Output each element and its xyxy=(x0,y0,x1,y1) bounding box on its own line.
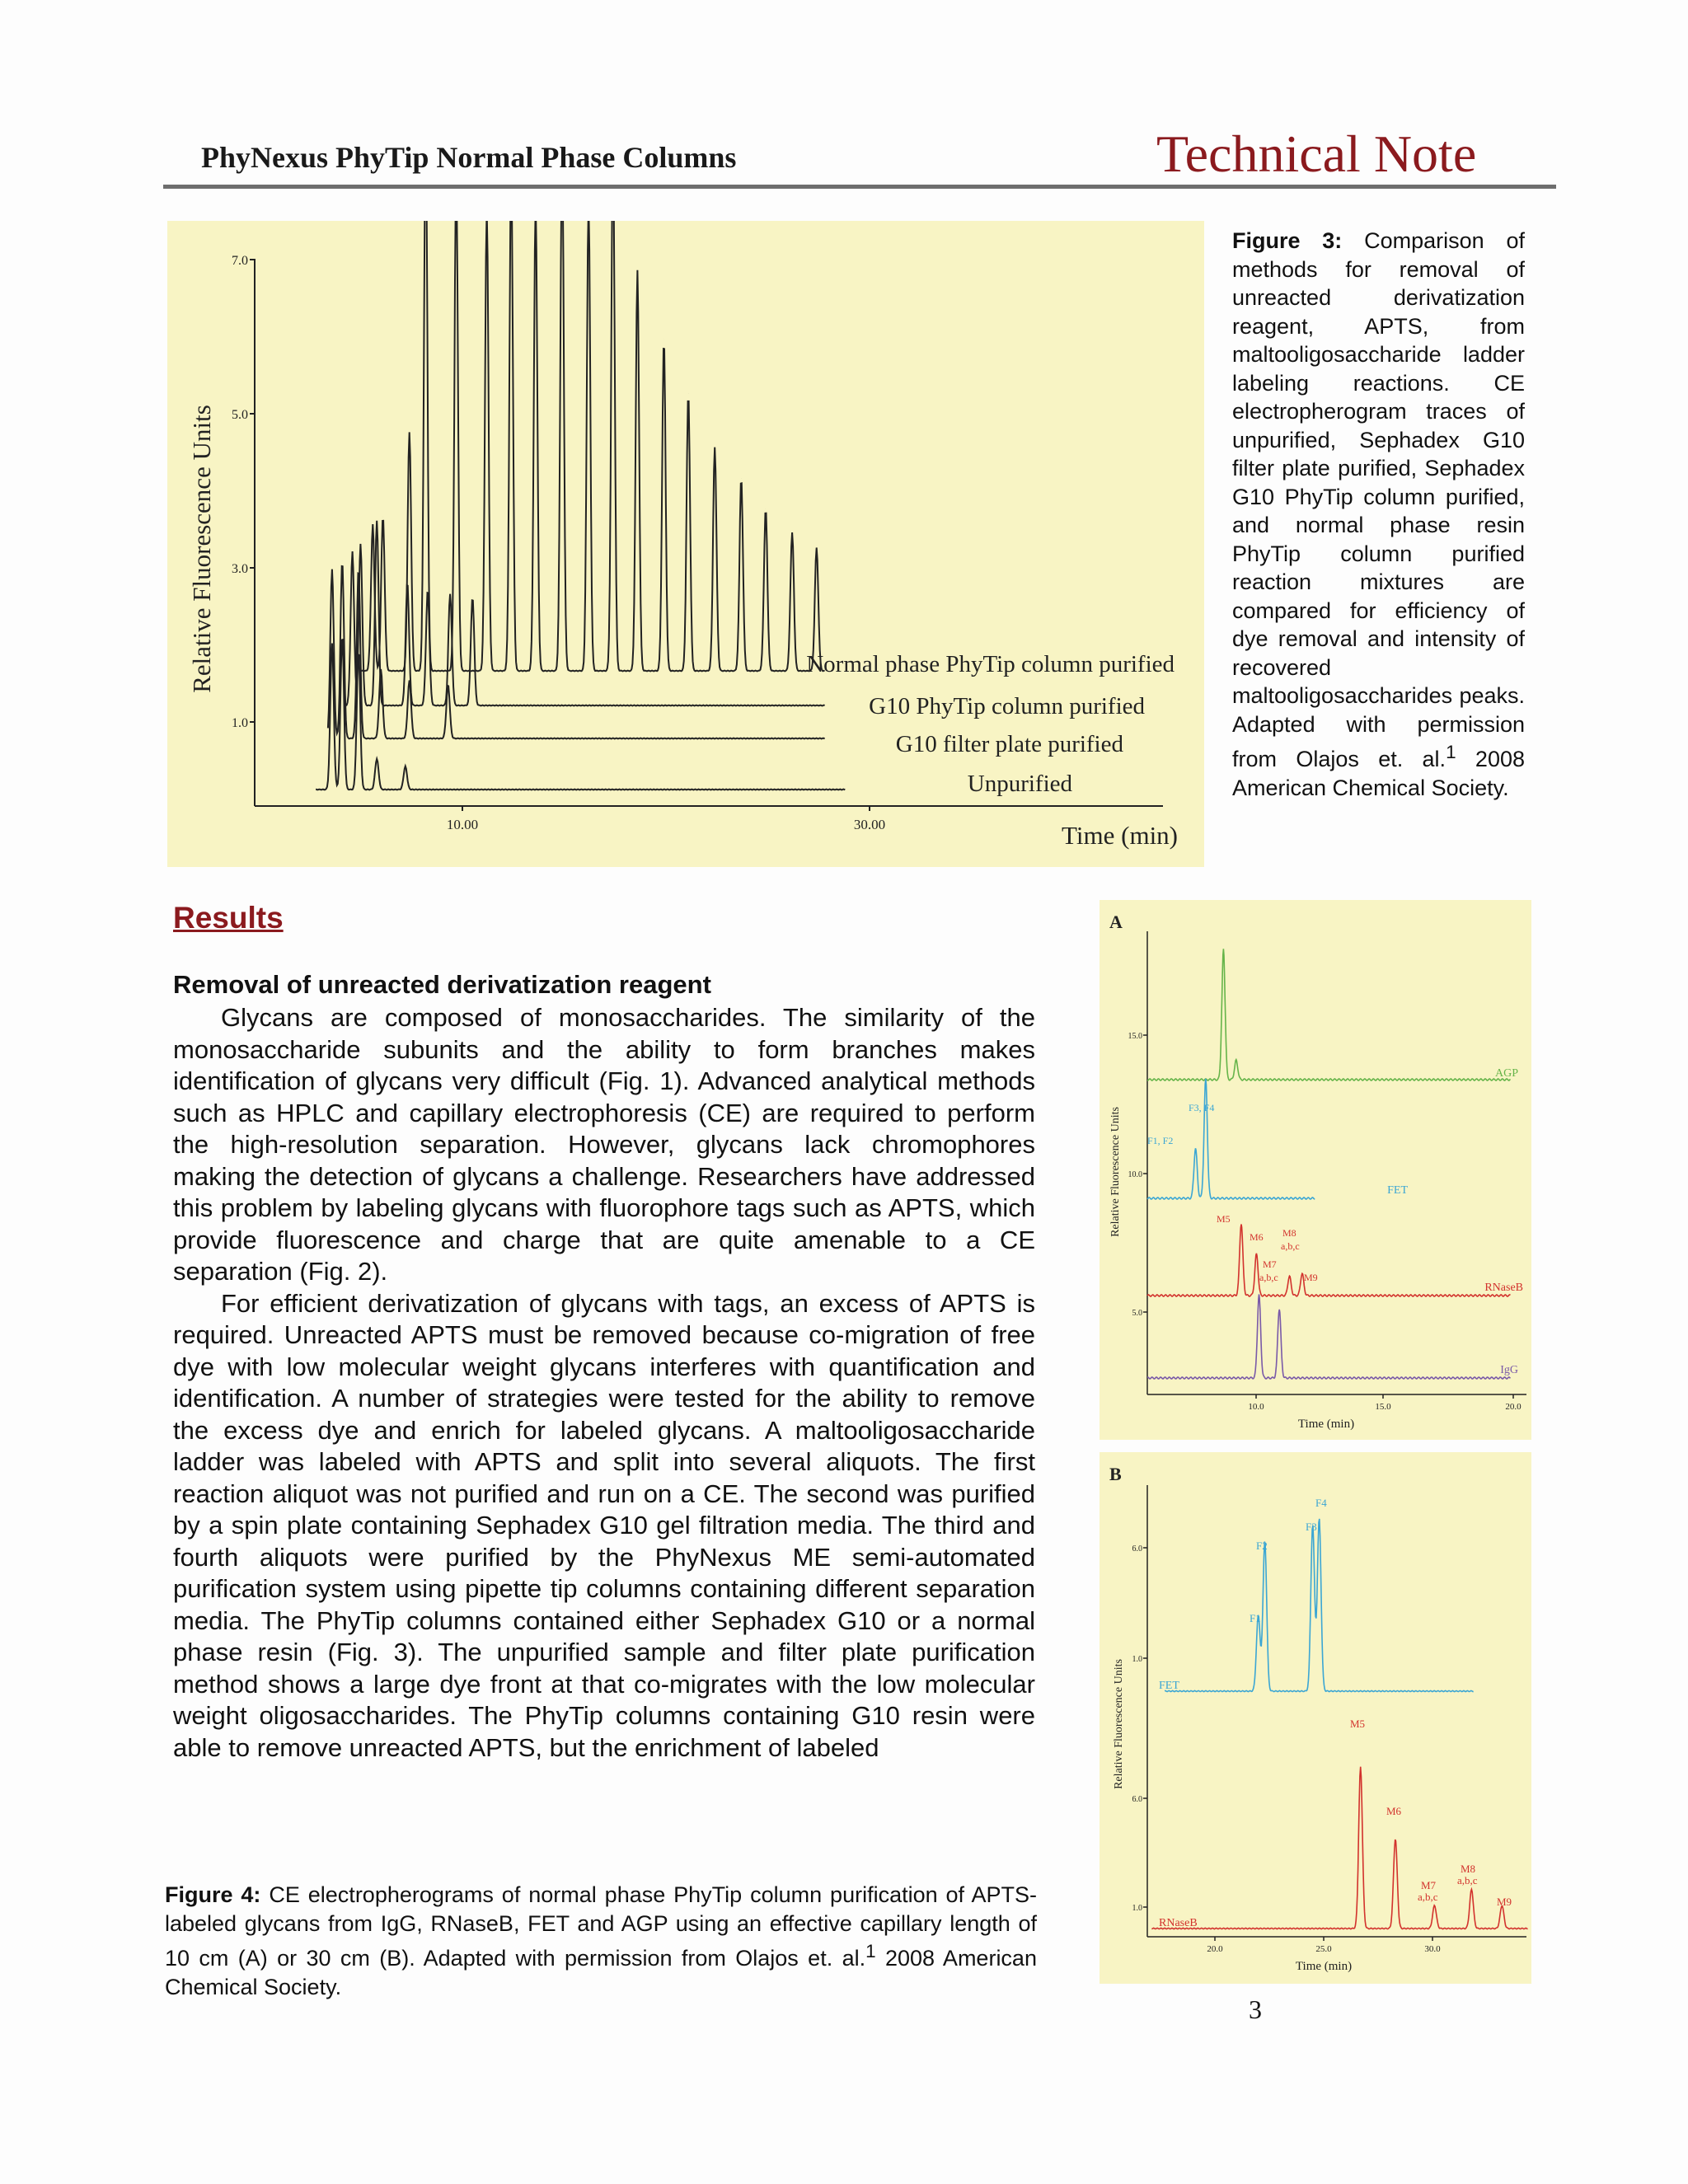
figure-4-caption xyxy=(165,1881,1037,2001)
x-axis-label: Time (min) xyxy=(1297,1418,1355,1431)
trace-rnaseb xyxy=(1147,1225,1510,1297)
series-label: G10 PhyTip column purified xyxy=(869,693,1145,719)
trace-fet xyxy=(1165,1519,1474,1692)
trace-g10-filter-plate-purified xyxy=(328,566,825,738)
y-tick-label: 3.0 xyxy=(232,562,248,576)
peak-annotation: a,b,c xyxy=(1418,1891,1438,1903)
y-axis-label: Relative Fluorescence Units xyxy=(1113,1659,1125,1789)
x-tick-label: 20.0 xyxy=(1207,1944,1223,1954)
x-tick-label: 15.0 xyxy=(1375,1402,1391,1412)
peak-annotation: M6 xyxy=(1250,1231,1264,1243)
peak-annotation: M8 xyxy=(1461,1863,1476,1875)
y-tick-label: 7.0 xyxy=(232,254,248,268)
peak-annotation: M7 xyxy=(1421,1879,1437,1891)
peak-annotation: F3, F4 xyxy=(1189,1102,1215,1113)
peak-annotation: M8 xyxy=(1282,1227,1296,1239)
y-tick-label: 1.0 xyxy=(1132,1655,1142,1664)
caption-label: Figure 3: xyxy=(1232,228,1343,253)
trace-normal-phase-phytip-column-purified xyxy=(360,221,824,671)
x-tick-label: 20.0 xyxy=(1505,1402,1522,1412)
series-label: IgG xyxy=(1500,1364,1518,1376)
series-label: Normal phase PhyTip column purified xyxy=(806,651,1175,677)
x-tick-label: 25.0 xyxy=(1315,1944,1332,1954)
x-tick-label: 30.0 xyxy=(1424,1944,1441,1954)
y-tick-label: 1.0 xyxy=(1132,1904,1142,1913)
panel-label: A xyxy=(1109,912,1123,932)
peak-annotation: F4 xyxy=(1315,1497,1327,1509)
results-heading: Results xyxy=(173,901,284,935)
header-divider xyxy=(163,185,1556,189)
peak-annotation: M5 xyxy=(1217,1213,1231,1225)
peak-annotation: F2 xyxy=(1256,1540,1268,1552)
page-number: 3 xyxy=(1249,1994,1262,2024)
x-tick-label: 10.0 xyxy=(1248,1402,1264,1412)
y-tick-label: 6.0 xyxy=(1132,1795,1142,1804)
peak-annotation: M9 xyxy=(1497,1896,1512,1908)
x-axis-label: Time (min) xyxy=(1295,1960,1353,1973)
peak-annotation: a,b,c xyxy=(1259,1272,1278,1283)
trace-agp xyxy=(1147,949,1510,1080)
caption-text: CE electropherograms of normal phase PhyTip column purification of APTS-labeled glycans from IgG, RNaseB, FET and AGP using an effective capillary length of 10 cm (A) or 30 cm (B). Adapted with permission from Olajos et. al. xyxy=(165,1882,1037,1971)
citation-superscript: 1 xyxy=(1446,742,1456,762)
y-tick-label: 15.0 xyxy=(1128,1032,1142,1041)
peak-annotation: F3 xyxy=(1306,1521,1317,1533)
peak-annotation: M9 xyxy=(1304,1272,1318,1283)
trace-unpurified xyxy=(316,640,845,790)
results-body xyxy=(173,1002,1035,1764)
section-subheading: Removal of unreacted derivatization reagent xyxy=(173,970,711,999)
caption-tail: 2008 American Chemical Society. xyxy=(165,1946,1037,1999)
series-label: RNaseB xyxy=(1484,1282,1523,1294)
trace-rnaseb xyxy=(1151,1767,1527,1929)
x-tick-label: 10.00 xyxy=(446,817,479,832)
y-tick-label: 5.0 xyxy=(1132,1309,1142,1318)
series-label: AGP xyxy=(1494,1067,1518,1080)
y-tick-label: 5.0 xyxy=(232,408,248,422)
paragraph: For efficient derivatization of glycans with tags, an excess of APTS is required. Unreacted APTS must be removed because co-migration of free dye with low molecular weight glycans interferes with quantification and identification. A number of strategies were tested for the ability to remove the excess dye and enrich for labeled glycans. A maltooligosaccharide ladder was labeled with APTS and split into several aliquots. The first reaction aliquot was not purified and run on a CE. The second was purified by a spin plate containing Sephadex G10 gel filtration media. The third and fourth aliquots were purified by the PhyNexus ME semi-automated purification system using pipette tip columns containing different separation media. The PhyTip columns contained either Sephadex G10 or a normal phase resin (Fig. 3). The unpurified sample and filter plate purification method shows a large dye front at that co-migrates with the low molecular weight oligosaccharides. The PhyTip columns containing G10 resin were able to remove unreacted APTS, but the enrichment of labeled xyxy=(173,1288,1035,1762)
series-label: FET xyxy=(1387,1184,1408,1197)
y-tick-label: 10.0 xyxy=(1128,1170,1142,1179)
series-label: G10 filter plate purified xyxy=(895,731,1123,757)
peak-annotation: F1 xyxy=(1250,1612,1261,1624)
series-label: RNaseB xyxy=(1159,1917,1198,1929)
figure-4a-chart xyxy=(1100,900,1531,1440)
y-tick-label: 6.0 xyxy=(1132,1544,1142,1554)
panel-label: B xyxy=(1109,1464,1122,1484)
caption-label: Figure 4: xyxy=(165,1882,261,1907)
series-label: Unpurified xyxy=(967,771,1072,797)
peak-annotation: a,b,c xyxy=(1281,1240,1300,1252)
paragraph: Glycans are composed of monosaccharides. The similarity of the monosaccharide subunits and the ability to form branches makes identification of glycans very difficult (Fig. 1). Advanced analytical methods such as HPLC and capillary electrophoresis (CE) are required to perform the high-resolution separation. However, glycans lack chromophores making the detection of glycans a challenge. Researchers have addressed this problem by labeling glycans with fluorophore tags such as APTS, which provide fluorescence and charge that are quite amenable to a CE separation (Fig. 2). xyxy=(173,1003,1035,1286)
header-title: PhyNexus PhyTip Normal Phase Columns xyxy=(201,141,737,174)
peak-annotation: M7 xyxy=(1263,1258,1277,1270)
peak-annotation: M5 xyxy=(1350,1718,1366,1730)
y-axis-label: Relative Fluorescence Units xyxy=(187,405,216,693)
x-tick-label: 30.00 xyxy=(853,817,886,832)
figure-3-chart xyxy=(167,221,1204,867)
series-label: FET xyxy=(1159,1680,1179,1692)
caption-text: Comparison of methods for removal of unreacted derivatization reagent, APTS, from maltooligosaccharide ladder labeling reactions. CE electropherogram traces of unpurified, Sephadex G10 filter plate purified, Sephadex G10 PhyTip column purified, and normal phase resin PhyTip column purified reaction mixtures are compared for efficiency of dye removal and intensity of recovered maltooligosaccharides peaks. Adapted with permission from Olajos et. al. xyxy=(1232,228,1525,771)
x-axis-label: Time (min) xyxy=(1062,821,1178,850)
figure-3-caption xyxy=(1232,227,1525,802)
citation-superscript: 1 xyxy=(865,1941,876,1961)
figure-4b-chart xyxy=(1100,1452,1531,1984)
y-axis-label: Relative Fluorescence Units xyxy=(1109,1107,1122,1237)
peak-annotation: a,b,c xyxy=(1457,1874,1478,1886)
caption-tail: 2008 American Chemical Society. xyxy=(1232,747,1525,800)
peak-annotation: M6 xyxy=(1386,1805,1402,1817)
trace-igg xyxy=(1147,1295,1510,1380)
header-technical-note: Technical Note xyxy=(1156,124,1477,183)
peak-annotation: F1, F2 xyxy=(1147,1135,1174,1146)
y-tick-label: 1.0 xyxy=(232,716,248,730)
